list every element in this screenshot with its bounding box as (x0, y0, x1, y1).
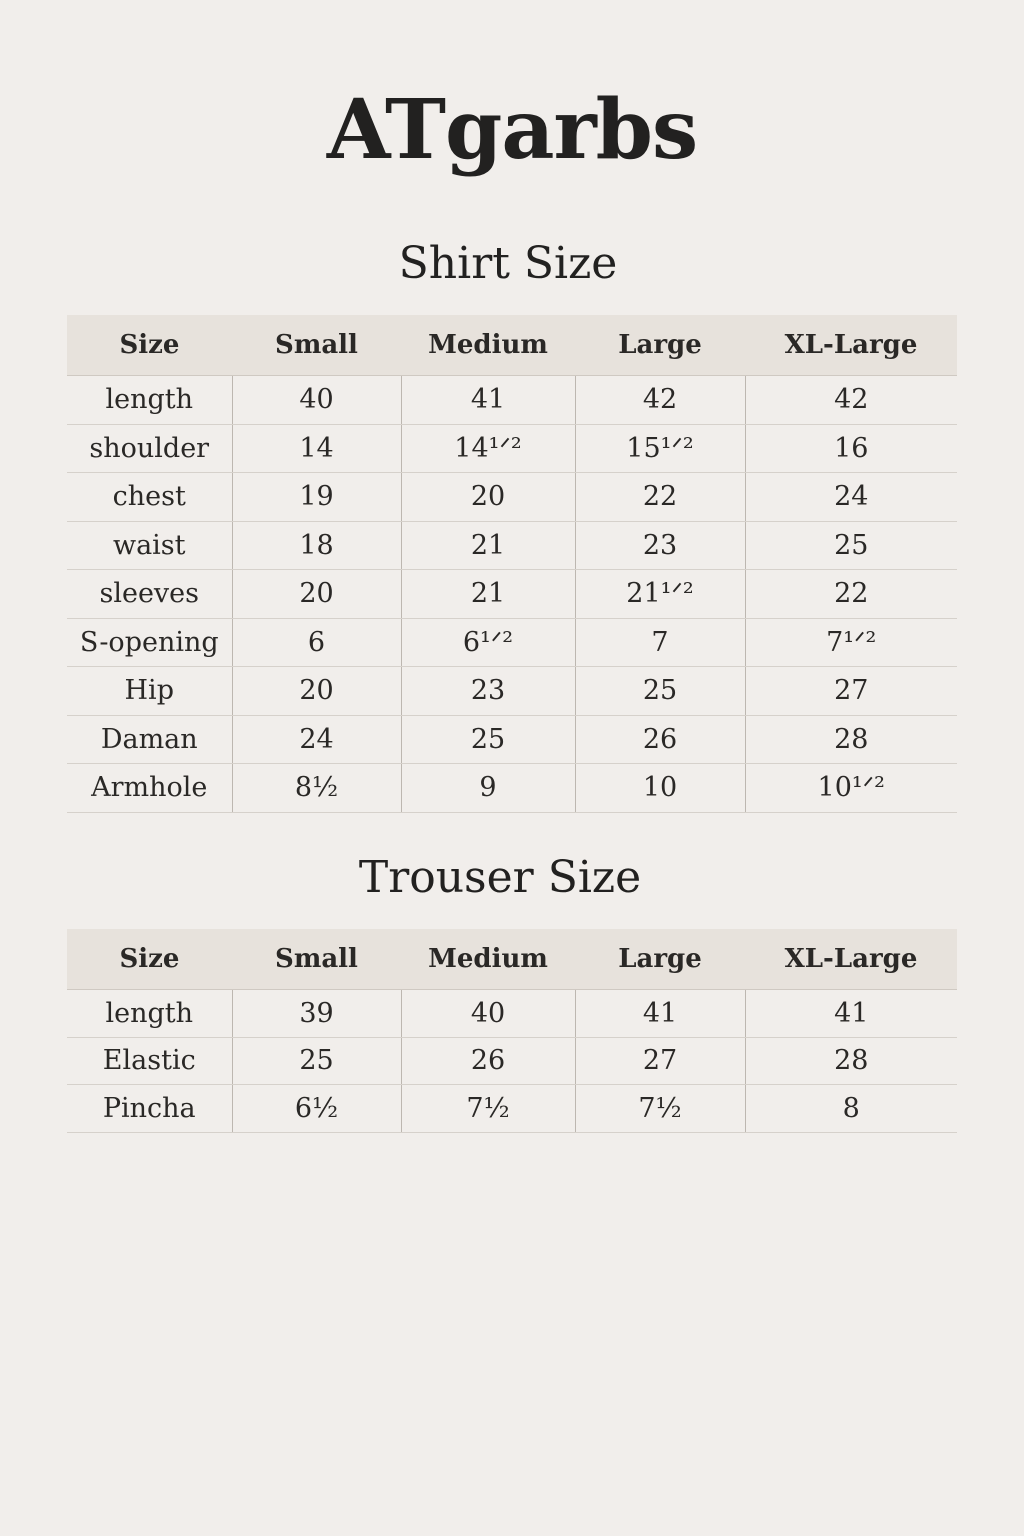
table-cell: 6¹ᐟ² (401, 618, 575, 667)
table-cell: 24 (232, 715, 401, 764)
table-row (67, 424, 957, 473)
table-cell: 10¹ᐟ² (745, 764, 957, 813)
table-cell: 21 (401, 570, 575, 619)
table-cell: 41 (745, 990, 957, 1038)
table-cell: 23 (401, 667, 575, 716)
table-cell: 16 (745, 424, 957, 473)
row-label: length (67, 990, 232, 1038)
table-row (67, 667, 957, 716)
table-cell: 26 (401, 1037, 575, 1085)
table-row (67, 715, 957, 764)
table-cell: 26 (575, 715, 745, 764)
shirt-size-table (67, 315, 957, 813)
row-label: S-opening (67, 618, 232, 667)
table-row (67, 618, 957, 667)
table-cell: 10 (575, 764, 745, 813)
table-cell: 20 (401, 473, 575, 522)
table-cell: 7¹ᐟ² (745, 618, 957, 667)
table-row (67, 376, 957, 425)
table-row (67, 570, 957, 619)
table-cell: 21 (401, 521, 575, 570)
row-label: Pincha (67, 1085, 232, 1133)
table-cell: 25 (575, 667, 745, 716)
table-cell: 7½ (401, 1085, 575, 1133)
table-row (67, 764, 957, 813)
table-cell: 28 (745, 1037, 957, 1085)
trouser-size-table (67, 929, 957, 1133)
table-cell: 25 (401, 715, 575, 764)
table-cell: 22 (575, 473, 745, 522)
table-cell: 15¹ᐟ² (575, 424, 745, 473)
table-cell: 7½ (575, 1085, 745, 1133)
header-cell: Size (67, 929, 232, 990)
header-cell: Large (575, 929, 745, 990)
table-cell: 21¹ᐟ² (575, 570, 745, 619)
table-cell: 23 (575, 521, 745, 570)
table-cell: 9 (401, 764, 575, 813)
row-label: sleeves (67, 570, 232, 619)
table-cell: 6 (232, 618, 401, 667)
table-cell: 8 (745, 1085, 957, 1133)
row-label: Armhole (67, 764, 232, 813)
header-cell: Small (232, 929, 401, 990)
table-row (67, 990, 957, 1038)
row-label: Hip (67, 667, 232, 716)
table-row (67, 473, 957, 522)
shirt-size-title: Shirt Size (398, 238, 618, 289)
table-cell: 41 (401, 376, 575, 425)
table-row (67, 521, 957, 570)
table-cell: 20 (232, 570, 401, 619)
table-cell: 22 (745, 570, 957, 619)
header-cell: Medium (401, 315, 575, 376)
row-label: chest (67, 473, 232, 522)
table-cell: 42 (575, 376, 745, 425)
row-label: Daman (67, 715, 232, 764)
row-label: length (67, 376, 232, 425)
table-header-row (67, 929, 957, 990)
table-cell: 39 (232, 990, 401, 1038)
table-cell: 40 (232, 376, 401, 425)
header-cell: Small (232, 315, 401, 376)
table-cell: 25 (232, 1037, 401, 1085)
row-label: Elastic (67, 1037, 232, 1085)
table-cell: 14¹ᐟ² (401, 424, 575, 473)
row-label: waist (67, 521, 232, 570)
table-cell: 7 (575, 618, 745, 667)
table-cell: 28 (745, 715, 957, 764)
table-cell: 41 (575, 990, 745, 1038)
table-cell: 8½ (232, 764, 401, 813)
header-cell: XL-Large (745, 929, 957, 990)
table-cell: 6½ (232, 1085, 401, 1133)
table-cell: 42 (745, 376, 957, 425)
table-header-row (67, 315, 957, 376)
row-label: shoulder (67, 424, 232, 473)
header-cell: XL-Large (745, 315, 957, 376)
table-cell: 25 (745, 521, 957, 570)
table-cell: 24 (745, 473, 957, 522)
table-cell: 40 (401, 990, 575, 1038)
table-cell: 14 (232, 424, 401, 473)
table-cell: 27 (745, 667, 957, 716)
table-cell: 18 (232, 521, 401, 570)
header-cell: Size (67, 315, 232, 376)
trouser-size-title: Trouser Size (358, 852, 642, 903)
table-cell: 19 (232, 473, 401, 522)
table-cell: 27 (575, 1037, 745, 1085)
header-cell: Large (575, 315, 745, 376)
table-row (67, 1037, 957, 1085)
brand-title: ATgarbs (326, 82, 698, 178)
table-row (67, 1085, 957, 1133)
header-cell: Medium (401, 929, 575, 990)
table-cell: 20 (232, 667, 401, 716)
